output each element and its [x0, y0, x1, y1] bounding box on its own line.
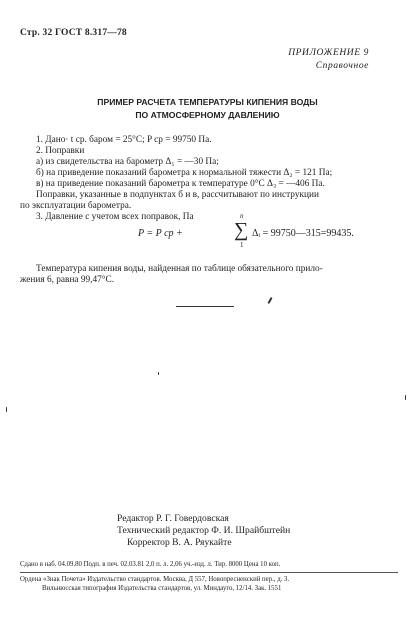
tech-editor-credit: Технический редактор Ф. И. Шрайбштейн	[117, 525, 291, 536]
corrections-label: 2. Поправки	[36, 146, 85, 156]
formula-left: P = P ср +	[138, 228, 183, 239]
pressure-formula	[138, 228, 183, 239]
appendix-subtitle: Справочное	[315, 61, 369, 71]
ink-dot	[405, 395, 406, 400]
pressure-label: 3. Давление с учетом всех поправок, Па	[36, 212, 194, 222]
editor-credit: Редактор Р. Г. Говердовская	[117, 513, 229, 524]
publisher-line-2: Вильнюсская типография Издательства стандартов, ул. Миндауго, 12/14. Зак. 1551	[42, 585, 282, 592]
correction-a: а) из свидетельства на барометр Δ₁ = —30 Па;	[36, 157, 219, 167]
footer-rule	[20, 572, 398, 573]
correction-c: в) на приведение показаний барометра к температуре 0°C Δ₃ = —406 Па.	[36, 179, 325, 189]
sum-sign: ∑	[234, 219, 249, 241]
correction-b: б) на приведение показаний барометра к нормальной тяжести Δ₂ = 121 Па;	[36, 168, 333, 178]
proofreader-credit: Корректор В. А. Ряукайте	[127, 537, 232, 548]
ink-mark	[267, 297, 272, 304]
sum-upper-limit: n	[240, 212, 244, 220]
appendix-label	[288, 47, 369, 73]
imprint-line: Сдано в наб. 04.09.80 Подп. в печ. 02.03.81 2,0 п. л. 2,06 уч.-изд. л. Тир. 8000 Цена 10 коп.	[20, 561, 281, 568]
conclusion-line-2: жения 6, равна 99,47°C.	[20, 275, 115, 285]
ink-dot	[158, 372, 159, 375]
page-header: Стр. 32 ГОСТ 8.317—78	[20, 28, 127, 38]
ink-dot	[6, 407, 7, 412]
publisher-line-1: Ордена «Знак Почета» Издательство стандартов. Москва, Д 557, Новопресненский пер., д. 3.	[20, 576, 290, 583]
appendix-title: ПРИЛОЖЕНИЕ 9	[288, 48, 369, 58]
note-line-2: по эксплуатации барометра.	[20, 201, 132, 211]
formula-right: Δᵢ = 99750—315=99435.	[252, 228, 354, 239]
note-line-1: Поправки, указанные в подпунктах б и в, рассчитывают по инструкции	[36, 190, 319, 200]
separator-rule	[176, 306, 234, 307]
sum-lower-limit: 1	[240, 241, 244, 249]
given-line: 1. Дано· t ср. бapом = 25°C; P ср = 99750 Па.	[36, 135, 212, 145]
heading-line-2: ПО АТМОСФЕРНОМУ ДАВЛЕНИЮ	[135, 110, 280, 120]
conclusion-line-1: Температура кипения воды, найденная по таблице обязательного прило-	[36, 264, 323, 274]
heading-line-1: ПРИМЕР РАСЧЕТА ТЕМПЕРАТУРЫ КИПЕНИЯ ВОДЫ	[97, 97, 318, 107]
